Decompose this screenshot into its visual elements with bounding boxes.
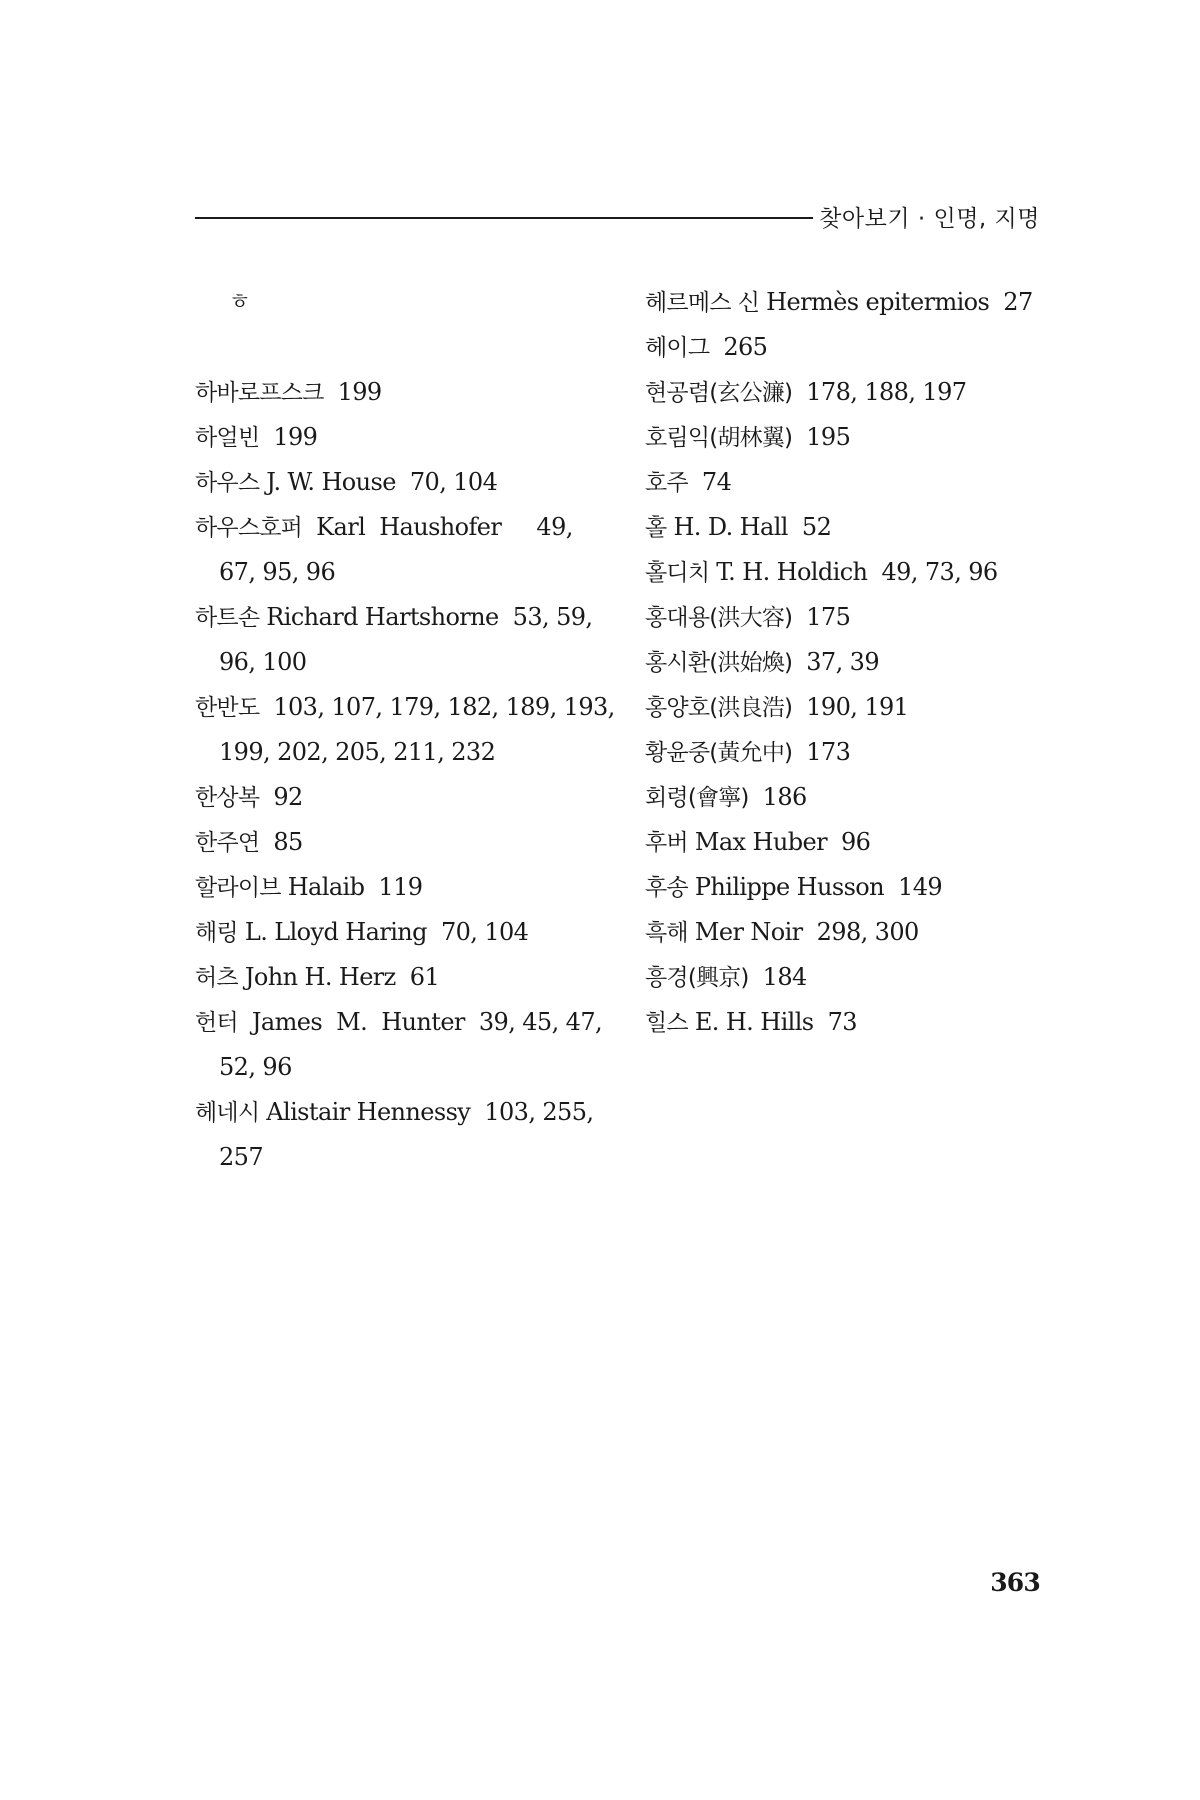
index-entry-line: 허츠 John H. Herz 61 (195, 963, 440, 991)
index-entry (195, 955, 615, 1000)
index-entry-line: 현공렴(玄公濂) 178, 188, 197 (645, 378, 967, 406)
index-entry-continuation: 96, 100 (219, 648, 307, 676)
index-entry-line: 할라이브 Halaib 119 (195, 873, 423, 901)
index-entry (645, 415, 1045, 460)
index-entry (645, 955, 1045, 1000)
index-list-right (645, 280, 1045, 1045)
index-entry-line: 회령(會寧) 186 (645, 783, 807, 811)
index-entry-line: 홍대용(洪大容) 175 (645, 603, 851, 631)
index-entry (645, 685, 1045, 730)
index-entry-line: 한상복 92 (195, 783, 303, 811)
index-entry (645, 505, 1045, 550)
index-entry (645, 595, 1045, 640)
index-entry-line: 헤르메스 신 Hermès epitermios 27 (645, 288, 1033, 316)
index-entry (645, 775, 1045, 820)
index-entry-line: 헌터 James M. Hunter 39, 45, 47, (195, 1008, 603, 1036)
index-entry (645, 325, 1045, 370)
running-head (195, 196, 1040, 236)
index-entry (195, 370, 615, 415)
index-entry-line: 홍양호(洪良浩) 190, 191 (645, 693, 909, 721)
index-entry-line: 홀디치 T. H. Holdich 49, 73, 96 (645, 558, 998, 586)
index-entry (195, 1090, 615, 1180)
index-entry-line: 하얼빈 199 (195, 423, 318, 451)
running-head-title: 찾아보기 · 인명, 지명 (819, 205, 1040, 232)
index-entry-line: 한반도 103, 107, 179, 182, 189, 193, (195, 693, 615, 721)
index-entry-line: 해링 L. Lloyd Haring 70, 104 (195, 918, 529, 946)
index-entry (645, 550, 1045, 595)
index-entry-continuation: 67, 95, 96 (219, 558, 336, 586)
index-entry-line: 한주연 85 (195, 828, 303, 856)
index-entry-line: 하우스 J. W. House 70, 104 (195, 468, 498, 496)
index-entry-line: 흥경(興京) 184 (645, 963, 807, 991)
index-entry-line: 하바로프스크 199 (195, 378, 382, 406)
index-entry (195, 505, 615, 595)
index-entry-line: 홍시환(洪始煥) 37, 39 (645, 648, 879, 676)
index-entry (645, 370, 1045, 415)
index-entry (645, 910, 1045, 955)
index-entry-continuation: 52, 96 (219, 1053, 292, 1081)
index-entry-line: 호주 74 (645, 468, 732, 496)
index-entry (645, 1000, 1045, 1045)
index-entry-line: 헤이그 265 (645, 333, 768, 361)
index-entry (195, 685, 615, 775)
index-entry-line: 하우스호퍼 Karl Haushofer 49, (195, 513, 573, 541)
index-entry (195, 775, 615, 820)
section-letter: ㅎ (229, 290, 251, 315)
index-entry-line: 후버 Max Huber 96 (645, 828, 871, 856)
index-entry (645, 730, 1045, 775)
index-entry (195, 820, 615, 865)
page-number: 363 (990, 1568, 1040, 1597)
index-entry (645, 865, 1045, 910)
index-entry-line: 헤네시 Alistair Hennessy 103, 255, (195, 1098, 594, 1126)
index-entry (645, 280, 1045, 325)
index-entry-line: 호림익(胡林翼) 195 (645, 423, 851, 451)
index-entry-continuation: 257 (219, 1143, 264, 1171)
index-column-left (195, 280, 615, 1180)
index-list-left (195, 370, 615, 1180)
index-entry-line: 홀 H. D. Hall 52 (645, 513, 832, 541)
index-entry-line: 흑해 Mer Noir 298, 300 (645, 918, 919, 946)
index-entry-line: 후송 Philippe Husson 149 (645, 873, 943, 901)
index-entry (195, 460, 615, 505)
index-entry (195, 910, 615, 955)
header-rule (195, 217, 813, 219)
index-entry (195, 595, 615, 685)
index-entry (195, 865, 615, 910)
index-entry-line: 하트손 Richard Hartshorne 53, 59, (195, 603, 593, 631)
index-column-right (645, 280, 1045, 1045)
index-entry (645, 640, 1045, 685)
index-entry-continuation: 199, 202, 205, 211, 232 (219, 738, 496, 766)
index-entry-line: 힐스 E. H. Hills 73 (645, 1008, 857, 1036)
index-entry (645, 460, 1045, 505)
index-entry (195, 1000, 615, 1090)
index-entry-line: 황윤중(黃允中) 173 (645, 738, 851, 766)
index-entry (195, 415, 615, 460)
index-entry (645, 820, 1045, 865)
